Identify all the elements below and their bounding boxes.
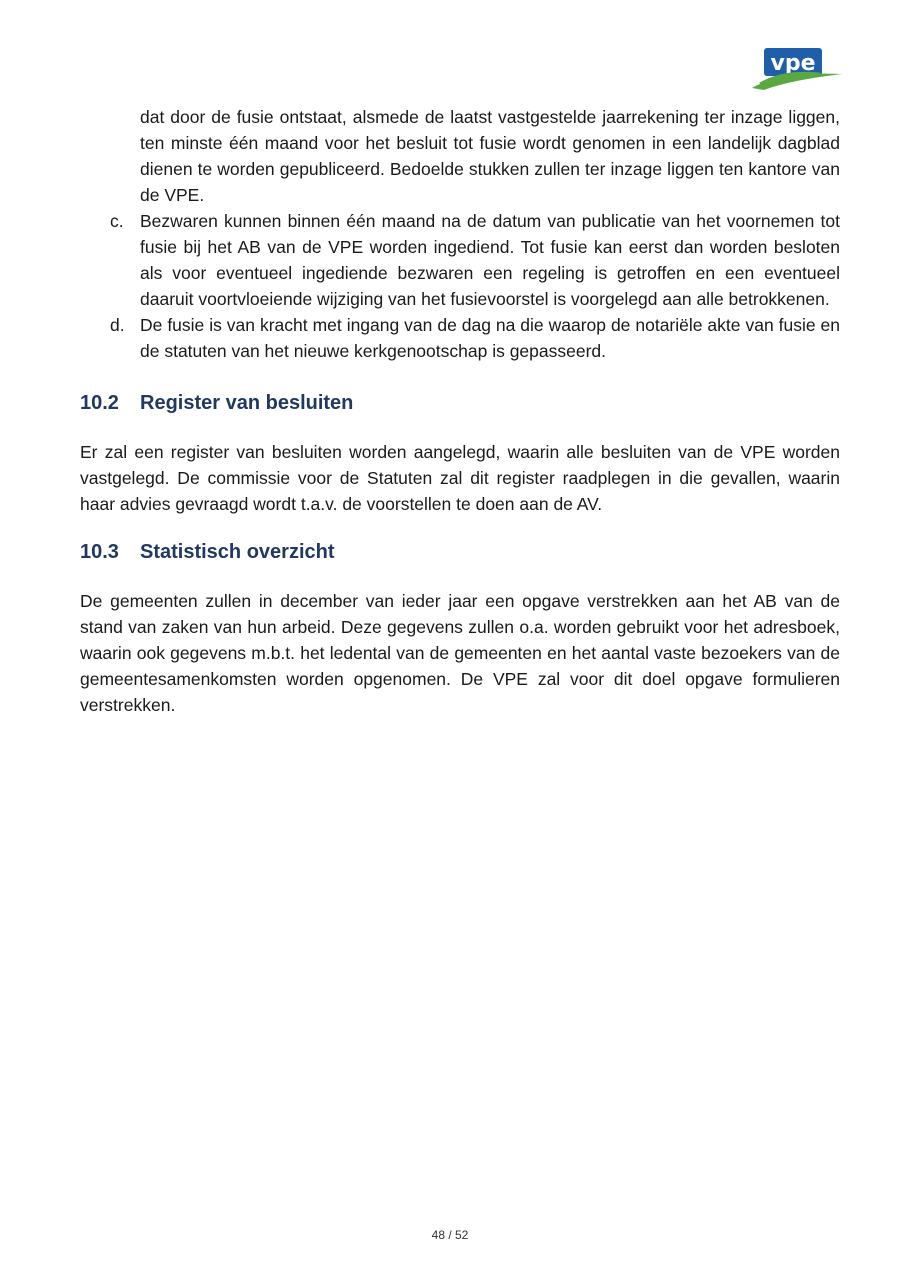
list-item-text: Bezwaren kunnen binnen één maand na de datum van publicatie van het voornemen tot fusie bij het AB van de VPE worden ingediend. Tot fusie kan eerst dan worden besloten als voor eventueel ingediende bezwaren een regeling is getroffen en een eventueel daaruit voortvloeiende wijziging van het fusievoorstel is voorgelegd aan alle betrokkenen. xyxy=(140,211,840,309)
section-heading-10-2 xyxy=(80,392,840,415)
list-item xyxy=(80,312,840,364)
list-marker: d. xyxy=(110,315,125,335)
vpe-logo xyxy=(750,44,844,92)
section-title: Statistisch overzicht xyxy=(140,541,335,563)
list-item xyxy=(80,208,840,312)
list-item xyxy=(80,104,840,208)
page-content xyxy=(80,104,840,718)
list-marker: c. xyxy=(110,211,124,231)
section-title: Register van besluiten xyxy=(140,392,354,414)
section-number: 10.2 xyxy=(80,392,119,414)
list-item-text: dat door de fusie ontstaat, alsmede de laatst vastgestelde jaarrekening ter inzage liggen, ten minste één maand voor het besluit tot fusie wordt genomen in een landelijk dagblad dienen te worden gepubliceerd. Bedoelde stukken zullen ter inzage liggen ten kantore van de VPE. xyxy=(140,107,840,205)
section-heading-10-3 xyxy=(80,541,840,564)
section-number: 10.3 xyxy=(80,541,119,563)
section-body: Er zal een register van besluiten worden aangelegd, waarin alle besluiten van de VPE worden vastgelegd. De commissie voor de Statuten zal dit register raadplegen in die gevallen, waarin haar advies gevraagd wordt t.a.v. de voorstellen te doen aan de AV. xyxy=(80,442,840,514)
fusie-list xyxy=(80,104,840,364)
page-number: 48 / 52 xyxy=(431,1228,469,1242)
logo-text: vpe xyxy=(770,51,816,76)
section-body: De gemeenten zullen in december van ieder jaar een opgave verstrekken aan het AB van de stand van zaken van hun arbeid. Deze gegevens zullen o.a. worden gebruikt voor het adresboek, waarin ook gegevens m.b.t. het ledental van de gemeenten en het aantal vaste bezoekers van de gemeentesamenkomsten worden opgenomen. De VPE zal voor dit doel opgave formulieren verstrekken. xyxy=(80,591,840,715)
list-item-text: De fusie is van kracht met ingang van de dag na die waarop de notariële akte van fusie en de statuten van het nieuwe kerkgenootschap is gepasseerd. xyxy=(140,315,840,361)
